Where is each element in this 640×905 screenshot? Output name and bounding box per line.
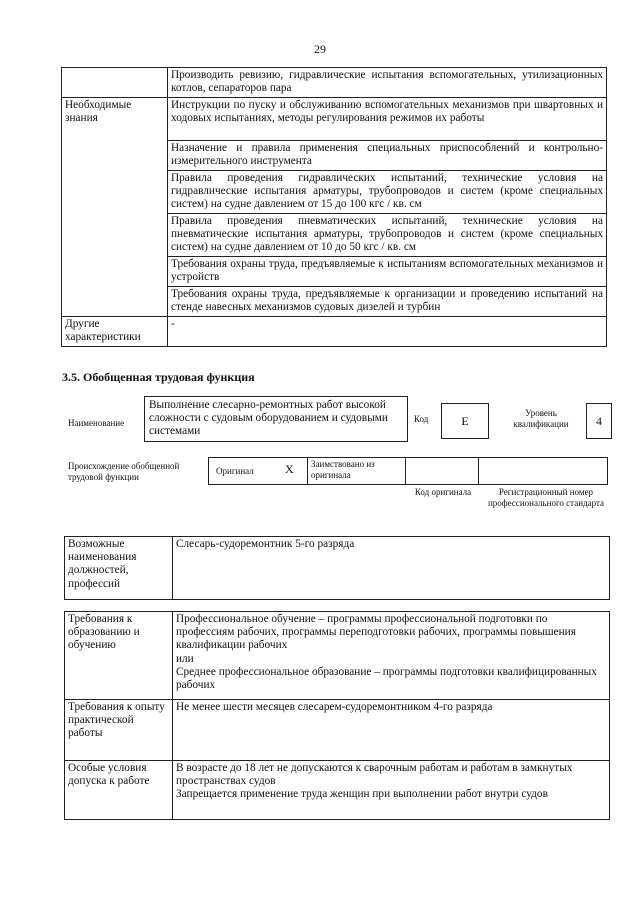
code-value-box: E	[441, 403, 489, 439]
table-cell: Назначение и правила применения специальных приспособлений и контрольно-измерительного инструмента	[168, 141, 607, 171]
row-label: Требования к опыту практической работы	[65, 700, 173, 761]
code-label: Код	[414, 414, 429, 424]
table-cell: Слесарь-судоремонтник 5-го разряда	[173, 537, 610, 600]
code-original-caption: Код оригинала	[414, 487, 472, 497]
borrowed-label: Заимствовано из оригинала	[311, 459, 375, 480]
table-cell: -	[168, 317, 607, 347]
row-label: Возможные наименования должностей, профессий	[65, 537, 173, 600]
table-cell: Требования охраны труда, предъявляемые к испытаниям вспомогательных механизмов и устройств	[168, 257, 607, 287]
table-row	[65, 761, 610, 820]
original-mark: X	[285, 462, 294, 476]
table-row	[62, 317, 607, 347]
requirements-table	[64, 611, 610, 820]
table-cell: Инструкции по пуску и обслуживанию вспомогательных механизмов при швартовных и ходовых испытаниях, методы регулирования режимов их работы	[168, 98, 607, 141]
level-label: Уровень квалификации	[513, 408, 569, 429]
divider	[478, 457, 479, 485]
table-row	[65, 612, 610, 700]
row-label: Особые условия допуска к работе	[65, 761, 173, 820]
cell-text: Профессиональное обучение – программы профессиональной подготовки по профессиям рабочих, программы переподготовки рабочих, программы повышения квалификации рабочих	[176, 613, 576, 652]
name-label: Наименование	[68, 418, 125, 428]
origin-label: Происхождение обобщенной трудовой функции	[68, 461, 180, 482]
table-row	[62, 68, 607, 98]
table-cell: Требования охраны труда, предъявляемые к организации и проведению испытаний на стенде навесных механизмов судовых дизелей и турбин	[168, 287, 607, 317]
origin-row-box	[208, 457, 608, 485]
row-label	[62, 68, 168, 98]
table-row	[65, 537, 610, 600]
reg-number-caption: Регистрационный номер профессионального стандарта	[487, 487, 605, 508]
table-cell: Не менее шести месяцев слесарем-судоремонтником 4-го разряда	[173, 700, 610, 761]
divider	[405, 457, 406, 485]
cell-text: Запрещается применение труда женщин при выполнении работ внутри судов	[176, 788, 548, 801]
skills-knowledge-table	[61, 67, 607, 347]
table-cell	[173, 761, 610, 820]
table-cell: Производить ревизию, гидравлические испытания вспомогательных, утилизационных котлов, сепараторов пара	[168, 68, 607, 98]
table-cell	[173, 612, 610, 700]
positions-table	[64, 536, 610, 600]
table-row	[62, 98, 607, 141]
section-heading: 3.5. Обобщенная трудовая функция	[62, 370, 255, 384]
row-label: Требования к образованию и обучению	[65, 612, 173, 700]
cell-text: или	[176, 652, 194, 665]
level-value-box: 4	[586, 403, 612, 439]
table-cell: Правила проведения гидравлических испытаний, технические условия на гидравлические испытания арматуры, трубопроводов и систем (кроме специальных систем) на судне давлением от 15 до 100 кгс / кв. см	[168, 171, 607, 214]
page-number: 29	[314, 42, 326, 56]
function-name-box: Выполнение слесарно-ремонтных работ высокой сложности с судовым оборудованием и судовыми системами	[144, 396, 408, 442]
row-label: Необходимые знания	[62, 98, 168, 317]
row-label: Другие характеристики	[62, 317, 168, 347]
divider	[307, 457, 308, 485]
table-cell: Правила проведения пневматических испытаний, технические условия на пневматические испытания арматуры, трубопроводов и систем (кроме специальных систем) на судне давлением от 10 до 50 кгс / кв. см	[168, 214, 607, 257]
cell-text: В возрасте до 18 лет не допускаются к сварочным работам и работам в замкнутых пространствах судов	[176, 762, 573, 788]
table-row	[65, 700, 610, 761]
cell-text: Среднее профессиональное образование – программы подготовки квалифицированных рабочих	[176, 665, 597, 692]
original-label: Оригинал	[216, 466, 254, 476]
